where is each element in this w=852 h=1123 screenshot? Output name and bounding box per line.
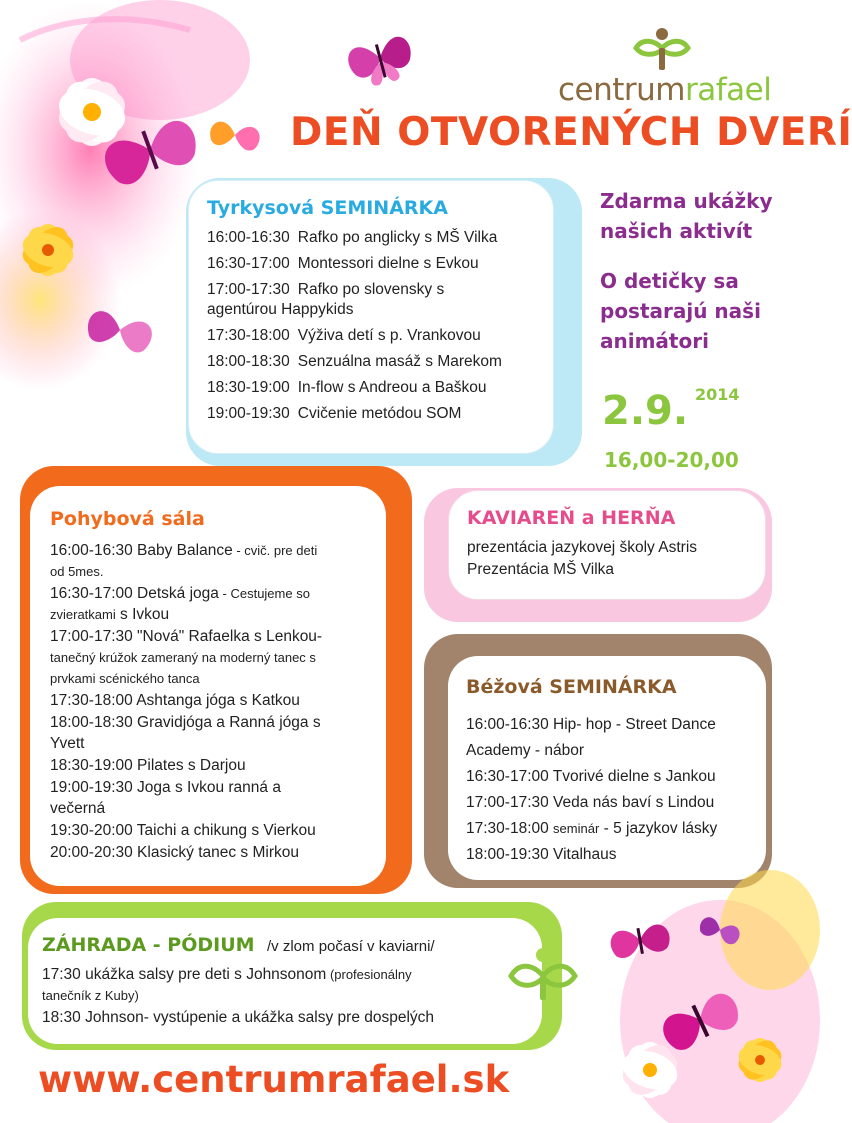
row-text: Cvičenie metódou SOM [297, 405, 462, 422]
row-text: - 5 jazykov lásky [599, 820, 718, 837]
row-text: 18:00-18:30 Gravidjóga a Ranná jóga s [50, 714, 321, 731]
side-line-2: našich aktivít [600, 219, 753, 243]
tyrkysova-schedule [207, 225, 553, 427]
row-note: od 5mes. [50, 564, 104, 579]
row-note: tanečník z Kuby) [42, 988, 139, 1003]
pohybova-row-2 [50, 583, 386, 625]
kaviaren-line-2: Prezentácia MŠ Vilka [467, 561, 615, 578]
row-text: agentúrou Happykids [207, 301, 354, 318]
website-link[interactable]: www.centrumrafael.sk [38, 1058, 510, 1101]
row-text: Senzuálna masáž s Marekom [297, 353, 502, 370]
pohybova-row-4: 17:30-18:00 Ashtanga jóga s Katkou [50, 692, 300, 709]
bezova-card [448, 656, 766, 880]
row-text: Výživa detí s p. Vrankovou [297, 327, 481, 344]
row-note: seminár [553, 821, 600, 836]
row-text: 17:30 ukážka salsy pre deti s Johnsonom [42, 966, 327, 983]
side-line-4: postarajú naši [600, 299, 761, 323]
row-time: 18:30-19:00 [207, 379, 290, 396]
tyrkysova-card [188, 180, 554, 454]
row-text: 16:00-16:30 Baby Balance [50, 542, 233, 559]
logo-text [558, 72, 771, 108]
pohybova-row-3 [50, 626, 386, 689]
row-time: 16:30-17:00 [207, 255, 290, 272]
zahrada-card [28, 918, 542, 1044]
bezova-row-1b: Academy - nábor [466, 742, 585, 759]
zahrada-subtitle: /v zlom počasí v kaviarni/ [267, 938, 435, 955]
bezova-row-5: 18:00-19:30 Vitalhaus [466, 846, 617, 863]
kaviaren-line-1: prezentácia jazykovej školy Astris [467, 539, 698, 556]
row-note: (profesionálny [326, 967, 412, 982]
bezova-row-4 [466, 816, 766, 842]
row-text: 16:30-17:00 Detská joga [50, 585, 219, 602]
tyrkysova-row [207, 323, 553, 349]
tyrkysova-row [207, 401, 553, 427]
row-time: 19:00-19:30 [207, 405, 290, 422]
butterfly-icon [340, 18, 420, 98]
pohybova-row-7 [50, 777, 386, 819]
row-note: - Cestujeme so [218, 586, 310, 601]
bezova-row-2: 16:30-17:00 Tvorivé dielne s Jankou [466, 768, 716, 785]
side-line-3: O detičky sa [600, 269, 739, 293]
row-time: 18:00-18:30 [207, 353, 290, 370]
pohybova-row-9: 20:00-20:30 Klasický tanec s Mirkou [50, 844, 299, 861]
row-text: 19:00-19:30 Joga s Ivkou ranná a [50, 779, 281, 796]
tyrkysova-row [207, 375, 553, 401]
kaviaren-card [448, 490, 766, 600]
tyrkysova-row [207, 349, 553, 375]
row-time: 17:00-17:30 [207, 281, 290, 298]
logo-part-rafael: rafael [685, 72, 772, 108]
row-text: In-flow s Andreou a Baškou [297, 379, 487, 396]
event-date: 2.9. [602, 388, 689, 434]
logo-icon [632, 26, 692, 72]
logo-part-centrum: centrum [558, 72, 686, 108]
kaviaren-title: KAVIAREŇ a HERŇA [467, 507, 676, 529]
page-title: DEŇ OTVORENÝCH DVERÍ [290, 110, 852, 155]
bezova-title: Béžová SEMINÁRKA [466, 676, 677, 698]
row-time: 16:00-16:30 [207, 229, 290, 246]
logo-mark-icon [505, 946, 581, 1004]
row-text: Rafko po slovensky s [297, 281, 445, 298]
row-note: tanečný krúžok zameraný na moderný tanec s [50, 650, 316, 665]
row-note: prvkami scénického tanca [50, 671, 200, 686]
row-text: 17:00-17:30 "Nová" Rafaelka s Lenkou- [50, 628, 323, 645]
tyrkysova-title: Tyrkysová SEMINÁRKA [207, 197, 448, 219]
flower-decoration-bottom-right [580, 870, 794, 1123]
row-note: zvieratkami [50, 607, 116, 622]
tyrkysova-row [207, 225, 553, 251]
side-text-block [600, 186, 773, 356]
zahrada-row-1 [42, 964, 542, 1006]
row-text: Yvett [50, 735, 85, 752]
row-text: Montessori dielne s Evkou [297, 255, 479, 272]
zahrada-title: ZÁHRADA - PÓDIUM [42, 934, 255, 956]
row-time: 17:30-18:00 [207, 327, 290, 344]
row-text: večerná [50, 800, 106, 817]
event-year: 2014 [695, 385, 740, 404]
row-text: Rafko po anglicky s MŠ Vilka [297, 229, 498, 246]
event-time: 16,00-20,00 [604, 448, 739, 472]
side-line-1: Zdarma ukážky [600, 189, 773, 213]
row-text: s Ivkou [115, 606, 170, 623]
row-text: 17:30-18:00 [466, 820, 554, 837]
bezova-row-1a: 16:00-16:30 Hip- hop - Street Dance [466, 716, 716, 733]
zahrada-header [42, 934, 542, 956]
pohybova-card [30, 486, 386, 886]
pohybova-row-8: 19:30-20:00 Taichi a chikung s Vierkou [50, 822, 316, 839]
pohybova-row-6: 18:30-19:00 Pilates s Darjou [50, 757, 246, 774]
side-line-5: animátori [600, 329, 709, 353]
tyrkysova-row [207, 251, 553, 277]
row-note: - cvič. pre deti [232, 543, 318, 558]
pohybova-row-1 [50, 540, 386, 582]
zahrada-row-2: 18:30 Johnson- vystúpenie a ukážka salsy pre dospelých [42, 1009, 435, 1026]
pohybova-title: Pohybová sála [50, 508, 205, 530]
pohybova-row-5 [50, 712, 386, 754]
bezova-row-3: 17:00-17:30 Veda nás baví s Lindou [466, 794, 715, 811]
